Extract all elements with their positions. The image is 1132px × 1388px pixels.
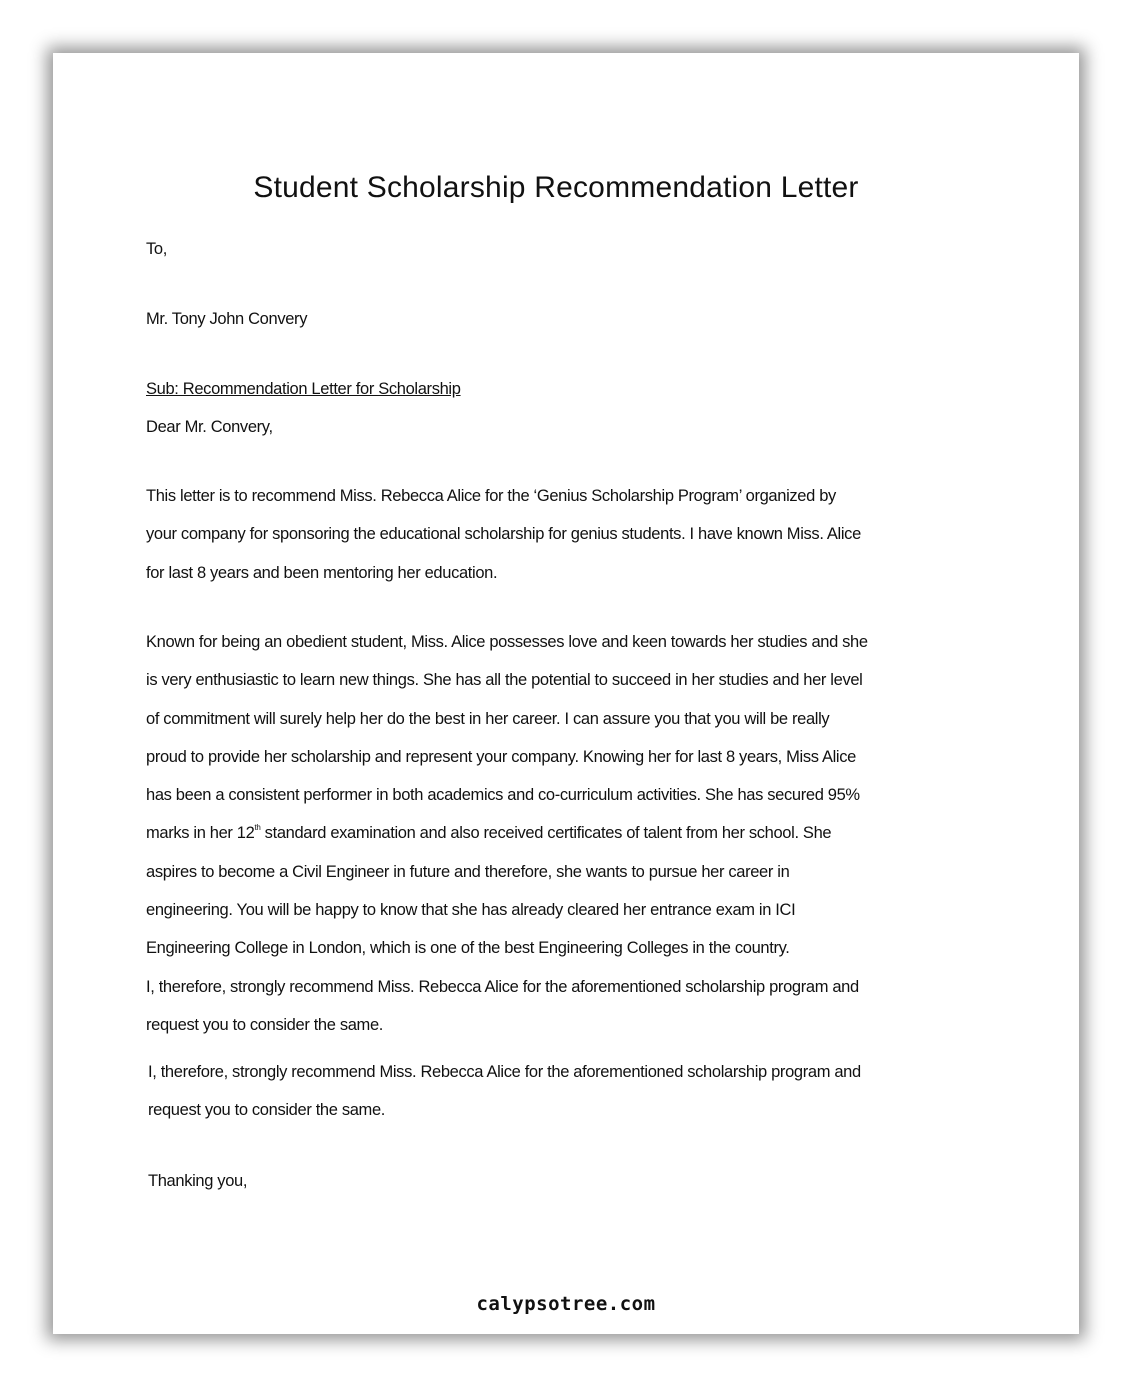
to-line: To,	[146, 240, 167, 258]
letter-title: Student Scholarship Recommendation Letter	[253, 171, 859, 204]
paragraph-line	[146, 814, 976, 852]
paragraph-line: your company for sponsoring the educational scholarship for genius students. I have known Miss. Alice	[146, 525, 861, 544]
paragraph-1	[146, 477, 976, 592]
watermark-text: calypsotree.com	[476, 1293, 656, 1315]
paragraph-line: Engineering College in London, which is one of the best Engineering Colleges in the country.	[146, 939, 790, 958]
paragraph-line: This letter is to recommend Miss. Rebecca Alice for the ‘Genius Scholarship Program’ organized by	[146, 487, 836, 505]
paragraph-line: engineering. You will be happy to know that she has already cleared her entrance exam in ICI	[146, 901, 796, 920]
paragraph-line: has been a consistent performer in both academics and co-curriculum activities. She has secured 95%	[146, 786, 860, 805]
subject-line: Sub: Recommendation Letter for Scholarship	[146, 380, 461, 398]
paragraph-line: is very enthusiastic to learn new things. She has all the potential to succeed in her studies and her level	[146, 671, 863, 690]
paragraph-line: request you to consider the same.	[146, 1015, 384, 1034]
letter-page	[53, 53, 1079, 1334]
paragraph-line: I, therefore, strongly recommend Miss. Rebecca Alice for the aforementioned scholarship program and	[146, 977, 859, 996]
closing-line: Thanking you,	[148, 1172, 248, 1190]
salutation: Dear Mr. Convery,	[146, 418, 273, 436]
paragraph-line: for last 8 years and been mentoring her education.	[146, 563, 498, 582]
paragraph-line: aspires to become a Civil Engineer in future and therefore, she wants to pursue her career in	[146, 862, 790, 881]
paragraph-line: Known for being an obedient student, Miss. Alice possesses love and keen towards her studies and she	[146, 633, 868, 651]
paragraph-line: proud to provide her scholarship and represent your company. Knowing her for last 8 years, Miss Alice	[146, 747, 856, 766]
paragraph-2	[146, 623, 976, 1044]
paragraph-3	[148, 1053, 978, 1130]
paragraph-line: I, therefore, strongly recommend Miss. Rebecca Alice for the aforementioned scholarship program and	[148, 1063, 861, 1081]
ordinal-superscript: th	[254, 822, 261, 832]
marks-text: marks in her 12	[146, 824, 255, 843]
standard-text: standard examination and also received certificates of talent from her school. She	[260, 824, 832, 843]
paragraph-line: of commitment will surely help her do the best in her career. I can assure you that you will be really	[146, 709, 830, 728]
recipient-name: Mr. Tony John Convery	[146, 310, 308, 328]
paragraph-line: request you to consider the same.	[148, 1101, 386, 1120]
